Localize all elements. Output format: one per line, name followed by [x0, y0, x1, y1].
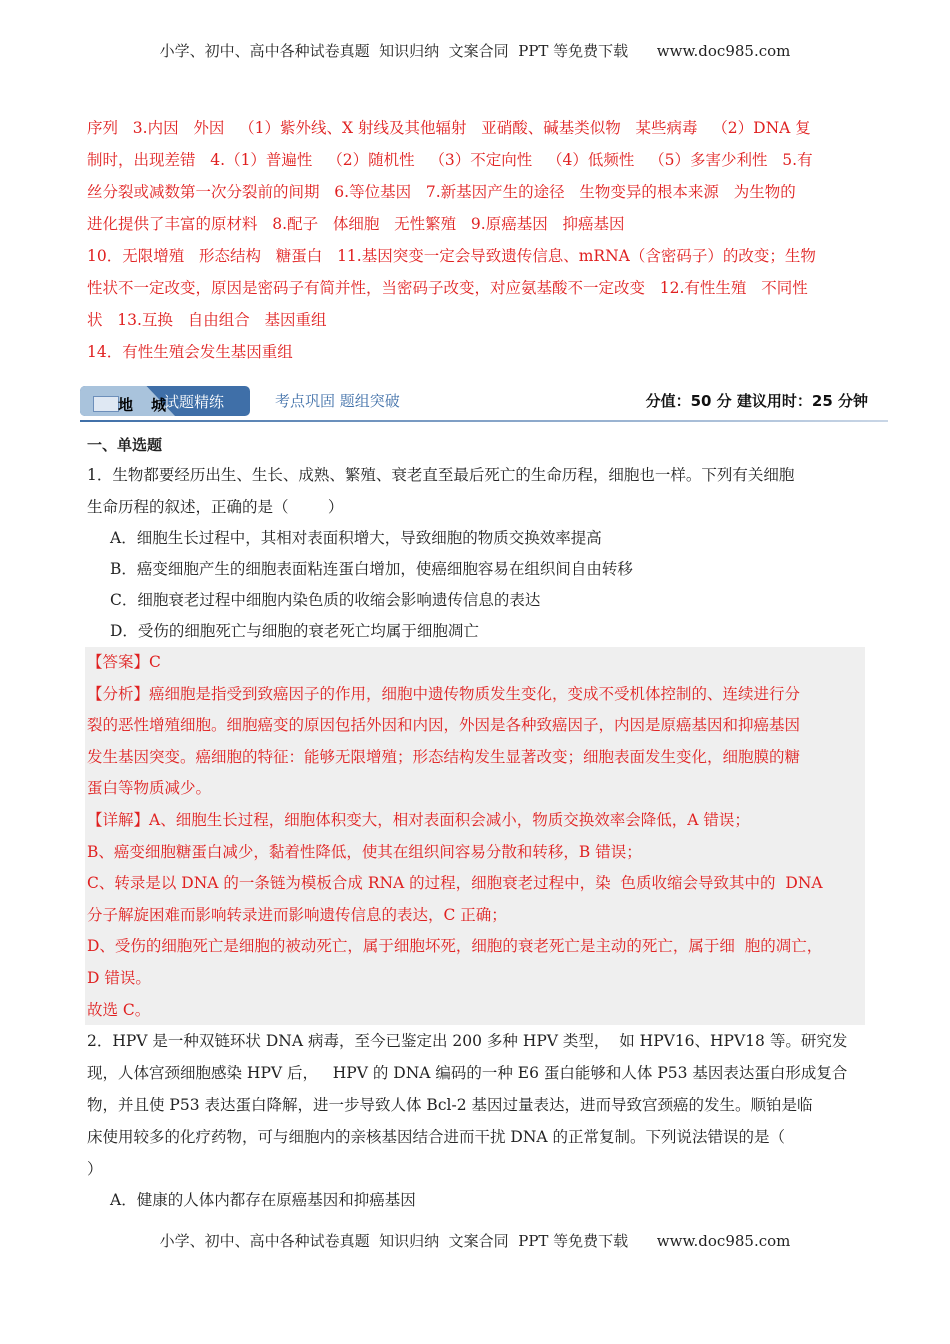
question-stem-line: 1．生物都要经历出生、生长、成熟、繁殖、衰老直至最后死亡的生命历程，细胞也一样。下列有关细胞: [87, 466, 795, 484]
banner-title: 试题精练: [164, 393, 225, 411]
answer-line: 状 13.互换 自由组合 基因重组: [87, 311, 327, 329]
option: C．细胞衰老过程中细胞内染色质的收缩会影响遗传信息的表达: [110, 591, 541, 609]
explanation-line: C、转录是以 DNA 的一条链为模板合成 RNA 的过程，细胞衰老过程中，染 色质收缩会导致其中的 DNA: [87, 874, 823, 893]
answer-line: 制时，出现差错 4.（1）普遍性 （2）随机性 （3）不定向性 （4）低频性 （5）多害少利性 5.有: [87, 151, 813, 169]
explanation-line: 【详解】A、细胞生长过程，细胞体积变大，相对表面积会减小，物质交换效率会降低，A 错误；: [87, 811, 750, 829]
explanation-line: D、受伤的细胞死亡是细胞的被动死亡，属于细胞坏死，细胞的衰老死亡是主动的死亡，属于细 胞的凋亡，: [87, 937, 823, 956]
answer-line: 14．有性生殖会发生基因重组: [87, 343, 293, 361]
answer-line: 序列 3.内因 外因 （1）紫外线、X 射线及其他辐射 亚硝酸、碱基类似物 某些病毒 （2）DNA 复: [87, 119, 811, 137]
question-stem-line: 生命历程的叙述，正确的是（ ）: [87, 498, 344, 516]
answer-line: 性状不一定改变，原因是密码子有简并性，当密码子改变，对应氨基酸不一定改变 12.有性生殖 不同性: [87, 279, 808, 297]
answer-line: 进化提供了丰富的原材料 8.配子 体细胞 无性繁殖 9.原癌基因 抑癌基因: [87, 215, 625, 233]
question-stem-line: 2．HPV 是一种双链环状 DNA 病毒，至今已鉴定出 200 多种 HPV 类型， 如 HPV16、HPV18 等。研究发: [87, 1032, 848, 1050]
explanation-line: 发生基因突变。癌细胞的特征：能够无限增殖；形态结构发生显著改变；细胞表面发生变化，细胞膜的糖: [87, 747, 801, 766]
score-time-info: 分值：50 分 建议用时：25 分钟: [645, 392, 868, 410]
explanation-line: D 错误。: [87, 969, 151, 987]
explanation-box: [85, 647, 865, 1025]
watermark-text: 地城: [118, 396, 185, 414]
question-stem-line: 现，人体宫颈细胞感染 HPV 后， HPV 的 DNA 编码的一种 E6 蛋白能够和人体 P53 基因表达蛋白形成复合: [87, 1064, 848, 1082]
option: A．细胞生长过程中，其相对表面积增大，导致细胞的物质交换效率提高: [110, 529, 602, 547]
section-banner: [80, 386, 888, 422]
explanation-line: 蛋白等物质减少。: [87, 779, 212, 798]
explanation-line: 分子解旋困难而影响转录进而影响遗传信息的表达，C 正确；: [87, 905, 507, 924]
banner-divider: [80, 420, 888, 422]
explanation-line: 故选 C。: [87, 1000, 151, 1019]
option: D．受伤的细胞死亡与细胞的衰老死亡均属于细胞凋亡: [110, 622, 479, 640]
book-icon: [93, 396, 119, 412]
question-stem-line: 床使用较多的化疗药物，可与细胞内的亲核基因结合进而干扰 DNA 的正常复制。下列说法错误的是（: [87, 1128, 786, 1146]
explanation-line: B、癌变细胞糖蛋白减少，黏着性降低，使其在组织间容易分散和转移，B 错误；: [87, 842, 642, 861]
banner-subtitle: 考点巩固 题组突破: [275, 392, 400, 410]
explanation-line: 【答案】C: [87, 653, 161, 671]
section-title: 一、单选题: [87, 436, 163, 454]
question-stem-line: 物，并且使 P53 表达蛋白降解，进一步导致人体 Bcl-2 基因过量表达，进而导致宫颈癌的发生。顺铂是临: [87, 1096, 813, 1114]
answer-line: 丝分裂或减数第一次分裂前的间期 6.等位基因 7.新基因产生的途径 生物变异的根本来源 为生物的: [87, 183, 796, 201]
explanation-line: 裂的恶性增殖细胞。细胞癌变的原因包括外因和内因，外因是各种致癌因子，内因是原癌基因和抑癌基因: [87, 716, 801, 735]
page-header: 小学、初中、高中各种试卷真题 知识归纳 文案合同 PPT 等免费下载 www.doc985.com: [159, 42, 791, 60]
option: B．癌变细胞产生的细胞表面粘连蛋白增加，使癌细胞容易在组织间自由转移: [110, 560, 633, 578]
explanation-line: 【分析】癌细胞是指受到致癌因子的作用，细胞中遗传物质发生变化，变成不受机体控制的、连续进行分: [87, 684, 801, 703]
answer-line: 10．无限增殖 形态结构 糖蛋白 11.基因突变一定会导致遗传信息、mRNA（含密码子）的改变；生物: [87, 247, 816, 265]
question-stem-line: ）: [87, 1160, 103, 1178]
option: A．健康的人体内都存在原癌基因和抑癌基因: [110, 1191, 416, 1209]
page-footer: 小学、初中、高中各种试卷真题 知识归纳 文案合同 PPT 等免费下载 www.doc985.com: [159, 1232, 791, 1250]
